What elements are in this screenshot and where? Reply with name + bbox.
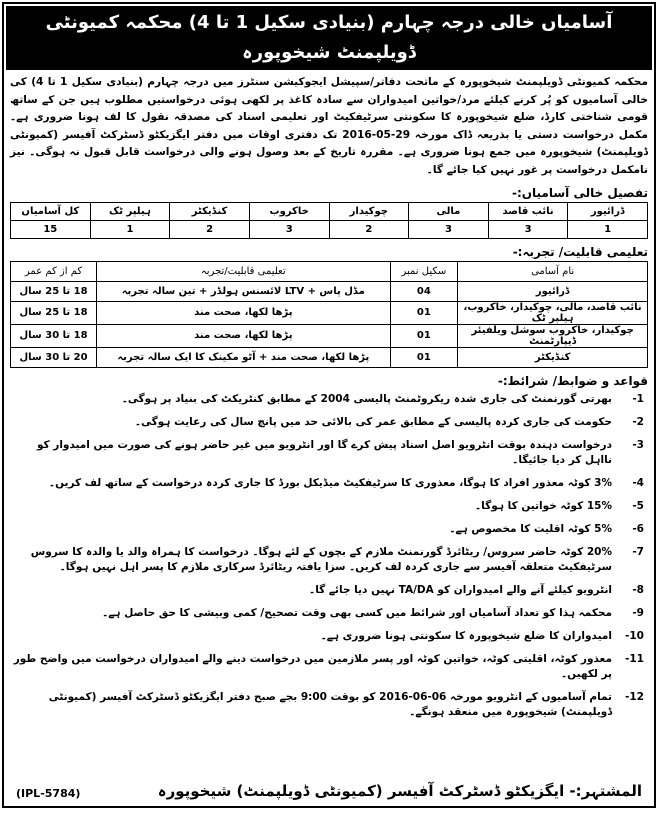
age-cell: 20 تا 30 سال [11,347,97,367]
post-cell: کنڈیکٹر [458,347,648,367]
vacancies-count-row [11,220,648,238]
rule-number: -12 [625,690,644,703]
rule-number: -9 [632,606,644,619]
rule-text: 20% کوٹہ حاضر سروس/ ریٹائرڈ گورنمنٹ ملازم کے بچوں کے لئے ہوگا۔ درخواست کا ہمراہ والد یا والدہ کا سروس سرٹیفکیٹ متعلقہ آفیسر سے جاری کردہ لف کریں۔ سزا یافتہ ریٹائرڈ سرکاری ملازم کا پسر اہل نہیں ہوگا۔ [30,545,612,573]
rule-item [10,606,644,621]
count-cell: 3 [409,220,489,238]
intro-paragraph: محکمہ کمیونٹی ڈویلپمنٹ شیخوپورہ کے ماتحت دفاتر/سپیشل ایجوکیشن سنٹرز میں درجہ چہارم (بنیادی سکیل 1 تا 4) کی خالی آسامیوں کو پُر کرنے کیلئے مرد/خواتین امیدواران سے سادہ کاغذ پر لکھی ہوئی درخواستیں مطلوب ہیں جن کے ساتھ قومی شناختی کارڈ، ضلع شیخوپورہ کا سکونتی سرٹیفکیٹ اور تعلیمی اسناد کی مصدقہ نقول کا لف ہونا ضروری ہے۔ مکمل درخواست دستی یا بذریعہ ڈاک مورخہ 29-05-2016 تک دفتری اوقات میں دفتر ایگزیکٹو ڈسٹرکٹ آفیسر (کمیونٹی ڈویلپمنٹ) شیخوپورہ میں جمع ہونا ضروری ہے۔ مقررہ تاریخ کے بعد وصول ہونے والی درخواست قابل قبول نہ ہوگی۔ نیز نامکمل درخواست پر غور نہیں کیا جائے گا۔ [10,76,648,176]
rule-item [10,438,644,468]
rule-item [10,522,644,537]
scale-cell: 01 [390,301,458,324]
rule-item [10,499,644,514]
rule-number: -10 [625,629,644,642]
qualification-cell: پڑھا لکھا، صحت مند [97,301,390,324]
col-header: کنڈیکٹر [170,202,250,220]
table-row [11,281,648,301]
table-row [11,347,648,367]
age-cell: 18 تا 25 سال [11,281,97,301]
count-cell: 3 [249,220,329,238]
count-cell: 3 [488,220,568,238]
ad-reference: (IPL-5784) [16,787,81,800]
scale-cell: 01 [390,347,458,367]
qualification-cell: پڑھا لکھا، صحت مند [97,324,390,347]
vacancies-header-row [11,202,648,220]
col-header: کم از کم عمر [11,261,97,281]
rule-number: -1 [632,392,644,405]
qualification-cell: پڑھا لکھا، صحت مند + آٹو مکینک کا ایک سالہ تجربہ [97,347,390,367]
rule-item [10,690,644,720]
rule-number: -11 [625,652,644,665]
table-row [11,301,648,324]
col-header: نائب قاصد [488,202,568,220]
scale-cell: 01 [390,324,458,347]
count-cell: 1 [568,220,648,238]
count-cell: 15 [11,220,91,238]
rule-item [10,392,644,407]
count-cell: 2 [329,220,409,238]
table-row [11,324,648,347]
post-cell: ڈرائیور [458,281,648,301]
col-header: چوکیدار [329,202,409,220]
vacancies-heading: تفصیل خالی آسامیاں:- [511,185,648,200]
age-cell: 18 تا 25 سال [11,301,97,324]
rule-text: حکومت کی جاری کردہ پالیسی کے مطابق عمر کی بالائی حد میں پانچ سال کی رعایت ہوگی۔ [134,415,612,428]
col-header: ہیلپر ٹک [90,202,170,220]
col-header: خاکروب [249,202,329,220]
rule-item [10,476,644,491]
col-header: کل آسامیاں [11,202,91,220]
scale-cell: 04 [390,281,458,301]
rule-text: 15% کوٹہ خواتین کا ہوگا۔ [475,499,612,512]
col-header: ڈرائیور [568,202,648,220]
vacancies-table [10,202,648,239]
col-header: نام آسامی [458,261,648,281]
ad-title: آسامیاں خالی درجہ چہارم (بنیادی سکیل 1 تا 4) محکمہ کمیونٹی ڈویلپمنٹ شیخوپورہ [6,6,652,70]
col-header: مالی [409,202,489,220]
rule-item [10,629,644,644]
rule-text: درخواست دہندہ بوقت انٹرویو اصل اسناد پیش کرے گا اور انٹرویو میں غیر حاضر ہونے کی صورت میں امیدوار کو نااہل کر دیا جائیگا۔ [36,438,612,466]
rule-text: 5% کوٹہ اقلیت کا مخصوص ہے۔ [449,522,612,535]
qualifications-table [10,261,648,368]
footer [16,782,642,800]
age-cell: 18 تا 30 سال [11,324,97,347]
rule-number: -7 [632,545,644,558]
qualifications-heading: تعلیمی قابلیت/ تجربہ:- [512,244,648,259]
rule-item [10,415,644,430]
rules-list [4,392,654,720]
rule-text: امیدواران کا ضلع شیخوپورہ کا سکونتی ہونا ضروری ہے۔ [320,629,612,642]
count-cell: 2 [170,220,250,238]
advertiser: المشتہر:- ایگزیکٹو ڈسٹرکٹ آفیسر (کمیونٹی ڈویلپمنٹ) شیخوپورہ [157,782,642,800]
rules-heading: قواعد و ضوابط/ شرائط:- [497,373,648,388]
rule-number: -2 [632,415,644,428]
rule-text: محکمہ ہذا کو تعداد آسامیاں اور شرائط میں کسی بھی وقت تصحیح/ کمی وبیشی کا حق حاصل ہے۔ [102,606,612,619]
rule-item [10,652,644,682]
rule-number: -5 [632,499,644,512]
count-cell: 1 [90,220,170,238]
rule-item [10,545,644,575]
rule-text: 3% کوٹہ معذور افراد کا ہوگا، معذوری کا سرٹیفکیٹ میڈیکل بورڈ کا جاری کردہ درخواست کے ساتھ لف کریں۔ [48,476,612,489]
rule-item [10,583,644,598]
col-header: تعلیمی قابلیت/تجربہ [97,261,390,281]
rule-number: -3 [632,438,644,451]
qualification-cell: مڈل پاس + LTV لائسنس ہولڈر + تین سالہ تجربہ [97,281,390,301]
rule-text: بھرتی گورنمنٹ کی جاری شدہ ریکروٹمنٹ پالیسی 2004 کے مطابق کنٹریکٹ کی بنیاد پر ہوگی۔ [121,392,612,405]
rule-number: -8 [632,583,644,596]
col-header: سکیل نمبر [390,261,458,281]
rule-text: معذور کوٹہ، اقلیتی کوٹہ، خواتین کوٹہ اور پسر ملازمین میں درخواست دینے والے امیدواران درخواست میں واضح طور پر لکھیں۔ [13,652,612,680]
rule-text: انٹرویو کیلئے آنے والے امیدواران کو TA/DA نہیں دیا جائے گا۔ [309,583,612,596]
job-advertisement [2,2,656,808]
post-cell: چوکیدار، خاکروب سوشل ویلفیئر ڈیپارٹمنٹ [458,324,648,347]
rule-number: -6 [632,522,644,535]
rule-number: -4 [632,476,644,489]
rule-text: تمام آسامیوں کے انٹرویو مورخہ 06-06-2016 کو بوقت 9:00 بجے صبح دفتر ایگزیکٹو ڈسٹرکٹ آفیسر (کمیونٹی ڈویلپمنٹ) شیخوپورہ میں منعقد ہونگے۔ [48,690,612,718]
post-cell: نائب قاصد، مالی، چوکیدار، خاکروب، ہیلپر ٹک [458,301,648,324]
qualifications-header-row [11,261,648,281]
